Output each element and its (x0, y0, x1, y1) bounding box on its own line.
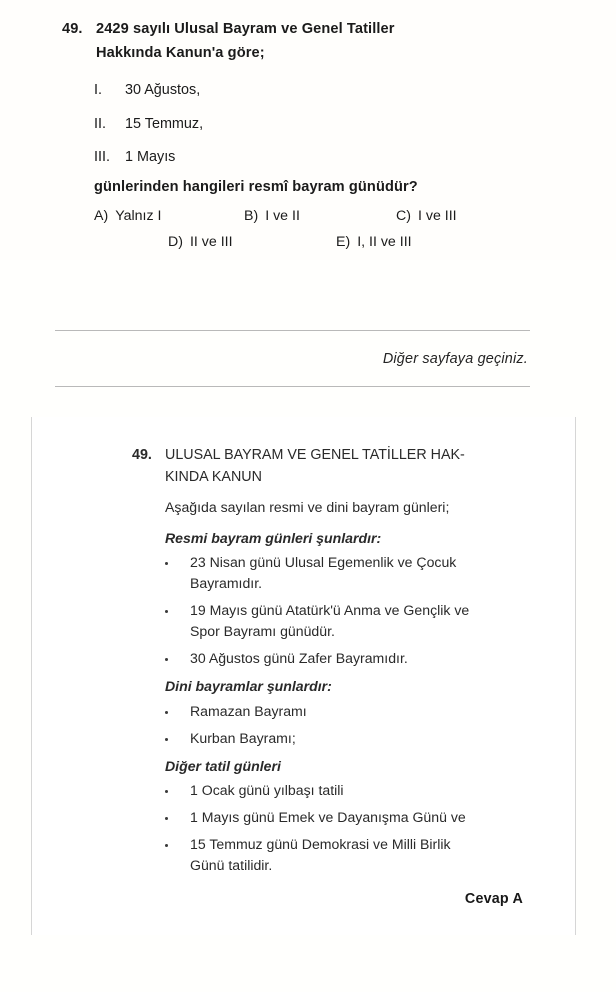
section-heading-dini: Dini bayramlar şunlardır: (165, 678, 332, 695)
list-item (94, 79, 616, 101)
explanation-intro: Aşağıda sayılan resmi ve dini bayram günleri; (165, 499, 450, 516)
bullet-icon (165, 648, 190, 669)
option-d[interactable] (168, 234, 336, 250)
question-prompt: günlerinden hangileri resmî bayram günüdür? (94, 179, 418, 196)
question-number: 49. (62, 21, 83, 37)
question-block (0, 0, 616, 260)
explanation-title (165, 445, 551, 488)
bullet-text (190, 552, 551, 594)
explanation-title-line2: KINDA KANUN (165, 468, 262, 485)
question-stem-line2: Hakkında Kanun'a göre; (96, 44, 265, 61)
option-d-text: II ve III (189, 234, 233, 251)
bullet-list-resmi (165, 552, 551, 670)
list-item (165, 807, 551, 828)
option-a-text: Yalnız I (115, 208, 162, 225)
options-row-1 (94, 208, 576, 224)
options-row-2 (94, 234, 576, 250)
list-item (165, 701, 551, 722)
bullet-text-line2: Bayramıdır. (190, 574, 263, 591)
option-e-label: E) (336, 234, 351, 251)
option-c-text: I ve III (417, 208, 457, 225)
list-item (165, 728, 551, 749)
section-heading-resmi: Resmi bayram günleri şunlardır: (165, 529, 382, 546)
roman-text: 30 Ağustos, (125, 82, 201, 99)
list-item (94, 113, 616, 135)
option-a[interactable] (94, 208, 244, 224)
roman-marker: III. (94, 148, 110, 165)
bullet-text: 1 Mayıs günü Emek ve Dayanışma Günü ve (190, 809, 466, 826)
option-c-label: C) (396, 208, 411, 225)
bullet-text: 30 Ağustos günü Zafer Bayramıdır. (190, 650, 408, 667)
list-item (165, 780, 551, 801)
explanation-panel (31, 417, 576, 935)
section-heading-diger: Diğer tatil günleri (165, 757, 281, 774)
bullet-text-line1: 19 Mayıs günü Atatürk'ü Anma ve Gençlik ve (190, 602, 470, 618)
bullet-list-diger (165, 780, 551, 877)
bullet-icon (165, 834, 190, 876)
list-item (165, 600, 551, 642)
roman-numeral-list (0, 79, 616, 168)
option-d-label: D) (168, 234, 183, 251)
list-item (94, 146, 616, 168)
question-heading (0, 18, 616, 65)
explanation-number: 49. (132, 447, 152, 463)
bullet-icon (165, 701, 190, 722)
bullet-text (190, 834, 551, 876)
list-item (165, 648, 551, 669)
option-a-label: A) (94, 208, 109, 225)
list-item (165, 552, 551, 594)
roman-text: 1 Mayıs (125, 148, 176, 165)
bullet-text: 1 Ocak günü yılbaşı tatili (190, 781, 344, 798)
page-turn-text: Diğer sayfaya geçiniz. (382, 351, 528, 367)
option-b[interactable] (244, 208, 396, 224)
bullet-text: Kurban Bayramı; (190, 729, 296, 746)
bullet-text-line2: Spor Bayramı günüdür. (190, 623, 335, 640)
bullet-icon (165, 780, 190, 801)
roman-marker: I. (94, 82, 102, 99)
page-turn-note (55, 330, 530, 387)
question-stem (96, 18, 568, 65)
bullet-list-dini (165, 701, 551, 749)
bullet-text (190, 600, 551, 642)
list-item (165, 834, 551, 876)
bullet-text-line1: 23 Nisan günü Ulusal Egemenlik ve Çocuk (190, 553, 457, 570)
divider-bottom (55, 386, 530, 387)
bullet-text: Ramazan Bayramı (190, 702, 307, 719)
bullet-icon (165, 807, 190, 828)
option-b-text: I ve II (265, 208, 300, 225)
option-c[interactable] (396, 208, 457, 224)
bullet-icon (165, 552, 190, 594)
bullet-text-line2: Günü tatilidir. (190, 857, 273, 874)
option-e-text: I, II ve III (357, 234, 412, 251)
explanation-title-line1: ULUSAL BAYRAM VE GENEL TATİLLER HAK- (165, 447, 465, 463)
roman-text: 15 Temmuz, (125, 115, 204, 132)
question-stem-line1: 2429 sayılı Ulusal Bayram ve Genel Tatiller (96, 21, 395, 37)
bullet-icon (165, 728, 190, 749)
option-e[interactable] (336, 234, 412, 250)
answer-label: Cevap A (464, 890, 523, 907)
explanation-body (32, 497, 575, 910)
option-b-label: B) (244, 208, 259, 225)
answer-options (0, 208, 616, 250)
bullet-text-line1: 15 Temmuz günü Demokrasi ve Milli Birlik (190, 836, 451, 853)
bullet-icon (165, 600, 190, 642)
explanation-heading (32, 445, 575, 488)
roman-marker: II. (94, 115, 106, 132)
